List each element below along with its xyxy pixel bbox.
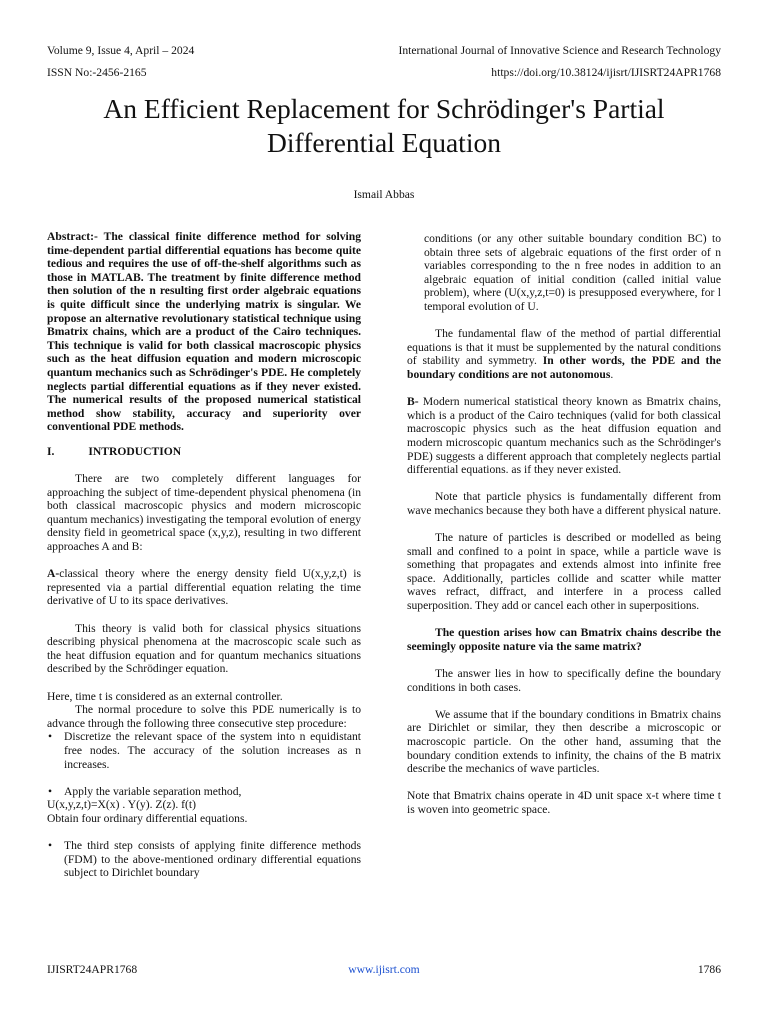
continued-bullet-text: conditions (or any other suitable boundary condition BC) to obtain three sets of algebraic equations of the first order of n variables corresponding to the n free nodes in addition to an algebraic equation of initial condition (called initial value problem), where (U(x,y,z,t=0) is presupposed everywhere, for l temporal evolution of U. bbox=[424, 232, 721, 313]
abstract-text: The classical finite difference method for solving time-dependent partial differential equations has become quite tedious and requires the use of off-the-shelf algorithms such as those in MATLAB. The treatment by finite difference method then solution of the n resulting first order algebraic equations is quite difficult since the underlying matrix is singular. We propose an alternative revolutionary statistical technique using Bmatrix chains, which are a product of the Cairo techniques. This technique is valid for both classical macroscopic physics such as the heat diffusion equation and modern microscopic quantum mechanics such as Schrödinger's PDE. He completely neglects partial differential equations as if they never existed. The numerical results of the proposed numerical statistical method show stability, accuracy and superiority over conventional PDE methods. bbox=[47, 230, 361, 434]
procedure-list-3 bbox=[47, 839, 361, 880]
doi-link[interactable]: https://doi.org/10.38124/ijisrt/IJISRT24APR1768 bbox=[491, 66, 721, 79]
footer-paper-id: IJISRT24APR1768 bbox=[47, 963, 138, 976]
question-paragraph: The question arises how can Bmatrix chains describe the seemingly opposite nature via the same matrix? bbox=[407, 626, 721, 653]
section-number: I. bbox=[47, 444, 55, 458]
title-line-1: An Efficient Replacement for Schrödinger's Partial bbox=[103, 93, 665, 124]
issn: ISSN No:-2456-2165 bbox=[47, 66, 147, 79]
journal-name: International Journal of Innovative Science and Research Technology bbox=[398, 44, 721, 57]
separation-formula: U(x,y,z,t)=X(x) . Y(y). Z(z). f(t) bbox=[47, 798, 196, 812]
left-column bbox=[47, 230, 361, 880]
intro-paragraph-4: Here, time t is considered as an external controller. bbox=[47, 689, 283, 703]
flaw-paragraph bbox=[407, 327, 721, 381]
list-item: • Apply the variable separation method, bbox=[47, 785, 361, 799]
flaw-bold-text: In other words, the PDE and the boundary conditions are not autonomous bbox=[407, 354, 721, 381]
section-title: INTRODUCTION bbox=[88, 444, 182, 458]
approach-b-paragraph bbox=[407, 395, 721, 477]
section-heading-introduction bbox=[47, 445, 361, 459]
list-item: • The third step consists of applying finite difference methods (FDM) to the above-mentioned ordinary differential equations subject to Dirichlet boundary bbox=[47, 839, 361, 880]
approach-a-label: A- bbox=[47, 567, 60, 581]
procedure-list-1 bbox=[47, 730, 361, 771]
answer-paragraph: The answer lies in how to specifically define the boundary conditions in both cases. bbox=[407, 667, 721, 694]
intro-paragraph-5: The normal procedure to solve this PDE numerically is to advance through the following three consecutive step procedure: bbox=[47, 703, 361, 730]
unit-space-paragraph: Note that Bmatrix chains operate in 4D unit space x-t where time t is woven into geometric space. bbox=[407, 789, 721, 816]
formula-note: Obtain four ordinary differential equations. bbox=[47, 811, 248, 825]
approach-b-label: B- bbox=[407, 395, 419, 409]
approach-a-paragraph bbox=[47, 567, 361, 608]
approach-b-text: Modern numerical statistical theory known as Bmatrix chains, which is a product of the Cairo techniques (valid for both classical macroscopic physics such as the heat diffusion equation and modern microscopic quantum mechanics such as the Schrödinger's PDE) suggests a different approach that completely neglects partial differential equations. as if they never existed. bbox=[407, 395, 721, 477]
list-item: • Discretize the relevant space of the system into n equidistant free nodes. The accuracy of the solution increases as n increases. bbox=[47, 730, 361, 771]
intro-paragraph-1: There are two completely different languages for approaching the subject of time-dependent physical phenomena (in both classical macroscopic physics and modern microscopic quantum mechanics) investigating the temporal evolution of energy density field in geometrical space (x,y,z), resulting in two different approaches A and B: bbox=[47, 472, 361, 554]
boundary-conditions-paragraph: We assume that if the boundary conditions in Bmatrix chains are Dirichlet or similar, they then describe a microscopic or macroscopic particle. On the other hand, assuming that the boundary condition extends to infinity, the chains of the B matrix describe the mechanics of wave particles. bbox=[407, 707, 721, 776]
abstract bbox=[47, 230, 361, 434]
title-line-2: Differential Equation bbox=[267, 127, 501, 158]
page-number: 1786 bbox=[697, 963, 721, 976]
particle-physics-paragraph: Note that particle physics is fundamentally different from wave mechanics because they both have a different physical nature. bbox=[407, 490, 721, 517]
volume-info: Volume 9, Issue 4, April – 2024 bbox=[47, 44, 195, 57]
procedure-list-2 bbox=[47, 785, 361, 799]
flaw-text: The fundamental flaw of the method of partial differential equations is that it must be supplemented by the natural conditions of stability and symmetry. bbox=[407, 327, 721, 368]
author-name: Ismail Abbas bbox=[353, 188, 415, 201]
right-column bbox=[407, 232, 721, 817]
approach-a-text: classical theory where the energy density field U(x,y,z,t) is represented via a partial differential equation relating the time derivative of U to its space derivatives. bbox=[47, 567, 361, 608]
nature-of-particles-paragraph: The nature of particles is described or modelled as being small and confined to a point in space, while a particle wave is something that propagates and extends almost into infinite free space. Additionally, particles collide and scatter while matter waves refract, diffract, and interfere in a process called superposition. They add or cancel each other in superpositions. bbox=[407, 531, 721, 613]
flaw-end: . bbox=[610, 367, 614, 381]
footer-website-link[interactable]: www.ijisrt.com bbox=[348, 963, 420, 976]
abstract-label: Abstract:- bbox=[47, 230, 98, 243]
intro-paragraph-3: This theory is valid both for classical physics situations describing physical phenomena at the macroscopic scale such as the heat diffusion equation and for quantum mechanics situations described by the Schrödinger equation. bbox=[47, 621, 361, 676]
paper-title bbox=[0, 92, 768, 160]
